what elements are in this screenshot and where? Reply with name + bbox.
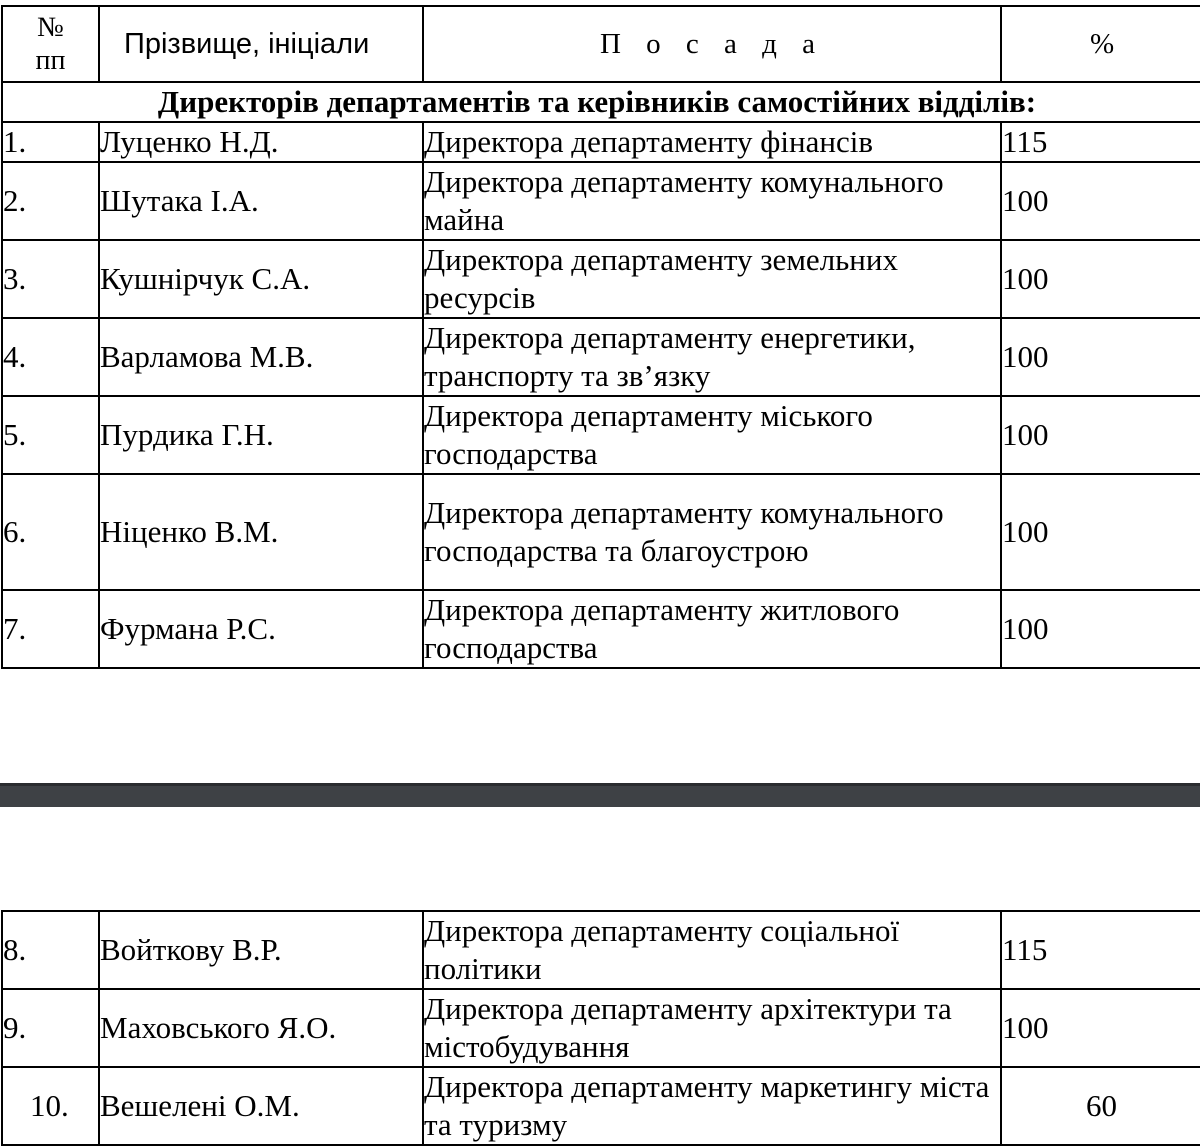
page-separator <box>0 783 1200 807</box>
row-position: Директора департаменту житлового господарства <box>423 590 1001 668</box>
table-row <box>2 396 1200 474</box>
table-row <box>2 590 1200 668</box>
row-num: 4. <box>2 318 99 396</box>
row-num: 5. <box>2 396 99 474</box>
row-name: Варламова М.В. <box>99 318 423 396</box>
header-position: П о с а д а <box>423 6 1001 82</box>
row-num: 2. <box>2 162 99 240</box>
row-position: Директора департаменту архітектури та містобудування <box>423 989 1001 1067</box>
row-name: Шутака І.А. <box>99 162 423 240</box>
table-row <box>2 122 1200 162</box>
row-percent: 60 <box>1001 1067 1200 1145</box>
row-num: 3. <box>2 240 99 318</box>
row-name: Луценко Н.Д. <box>99 122 423 162</box>
row-percent: 100 <box>1001 474 1200 590</box>
header-row <box>2 6 1200 82</box>
row-percent: 100 <box>1001 162 1200 240</box>
row-position: Директора департаменту маркетингу міста та туризму <box>423 1067 1001 1145</box>
row-name: Пурдика Г.Н. <box>99 396 423 474</box>
table-row <box>2 474 1200 590</box>
table-row <box>2 989 1200 1067</box>
header-name: Прізвище, ініціали <box>99 6 423 82</box>
table-row <box>2 318 1200 396</box>
row-num: 8. <box>2 911 99 989</box>
row-name: Войткову В.Р. <box>99 911 423 989</box>
row-name: Вешелені О.М. <box>99 1067 423 1145</box>
header-percent: % <box>1001 6 1200 82</box>
row-name: Ніценко В.М. <box>99 474 423 590</box>
row-num: 10. <box>2 1067 99 1145</box>
section-row <box>2 82 1200 122</box>
row-percent: 115 <box>1001 122 1200 162</box>
row-percent: 100 <box>1001 989 1200 1067</box>
row-position: Директора департаменту фінансів <box>423 122 1001 162</box>
table-row <box>2 911 1200 989</box>
staff-table-page-2 <box>1 910 1200 1146</box>
row-percent: 100 <box>1001 240 1200 318</box>
row-num: 1. <box>2 122 99 162</box>
row-num: 6. <box>2 474 99 590</box>
row-num: 7. <box>2 590 99 668</box>
staff-table-page-1 <box>1 5 1200 669</box>
row-position: Директора департаменту енергетики, транспорту та зв’язку <box>423 318 1001 396</box>
row-position: Директора департаменту земельних ресурсів <box>423 240 1001 318</box>
row-name: Кушнірчук С.А. <box>99 240 423 318</box>
table-row <box>2 240 1200 318</box>
row-name: Маховського Я.О. <box>99 989 423 1067</box>
row-position: Директора департаменту комунального господарства та благоустрою <box>423 474 1001 590</box>
row-percent: 100 <box>1001 590 1200 668</box>
row-position: Директора департаменту соціальної політики <box>423 911 1001 989</box>
row-percent: 100 <box>1001 396 1200 474</box>
row-percent: 100 <box>1001 318 1200 396</box>
table-row <box>2 162 1200 240</box>
row-name: Фурмана Р.С. <box>99 590 423 668</box>
row-position: Директора департаменту міського господарства <box>423 396 1001 474</box>
row-num: 9. <box>2 989 99 1067</box>
section-title: Директорів департаментів та керівників самостійних відділів: <box>2 82 1200 122</box>
row-position: Директора департаменту комунального майна <box>423 162 1001 240</box>
table-row <box>2 1067 1200 1145</box>
row-percent: 115 <box>1001 911 1200 989</box>
header-num: № пп <box>2 6 99 82</box>
